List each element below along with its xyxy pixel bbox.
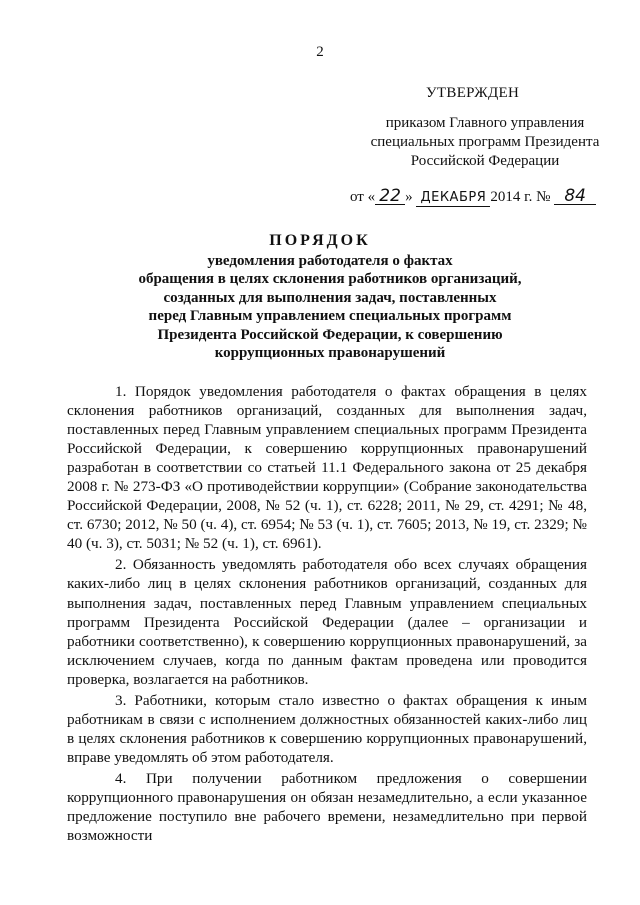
page-number: 2 <box>316 44 324 60</box>
document-subtitle <box>120 252 540 362</box>
document-body <box>67 382 587 847</box>
year-text: 2014 г. № <box>490 189 551 205</box>
subtitle-line: уведомления работодателя о фактах <box>207 253 453 269</box>
approved-heading: УТВЕРЖДЕН <box>426 85 520 101</box>
approval-order-line: Российской Федерации <box>410 153 560 169</box>
handwritten-day: 22 <box>375 188 405 205</box>
approval-order-line: приказом Главного управления <box>385 115 585 131</box>
subtitle-line: перед Главным управлением специальных программ <box>148 308 512 325</box>
document-title: ПОРЯДОК <box>269 232 371 249</box>
handwritten-order-number: 84 <box>554 188 596 205</box>
subtitle-line: обращения в целях склонения работников организаций, <box>138 271 522 288</box>
subtitle-line: созданных для выполнения задач, поставленных <box>163 289 497 306</box>
paragraph-3: 3. Работники, которым стало известно о фактах обращения к иным работникам в связи с исполнением должностных обязанностей каких-либо лиц в целях склонения работников к совершению коррупционных правонарушений, вправе уведомлять об этом работодателя. <box>67 691 587 766</box>
paragraph-2: 2. Обязанность уведомлять работодателя обо всех случаях обращения каких-либо лиц в целях склонения работников организаций, созданных для выполнения задач, поставленных перед Главным управлением специальных программ Президента Российской Федерации (далее – организации и работники соответственно), к совершению коррупционных правонарушений, за исключением случаев, когда по данным фактам проведена или проводится проверка, возлагается на работников. <box>67 556 587 688</box>
subtitle-line: Президента Российской Федерации, к совершению <box>157 326 503 343</box>
approval-block <box>350 84 615 207</box>
date-prefix: от « <box>350 189 376 205</box>
approval-date-line <box>350 188 610 207</box>
paragraph-1: 1. Порядок уведомления работодателя о фактах обращения в целях склонения работников организаций, созданных для выполнения задач, поставленных перед Главным управлением специальных программ Президента Российской Федерации, к совершению коррупционных правонарушений разработан в соответствии со статьей 11.1 Федерального закона от 25 декабря 2008 г. № 273-ФЗ «О противодействии коррупции» (Собрание законодательства Российской Федерации, 2008, № 52 (ч. 1), ст. 6228; 2011, № 29, ст. 4291; № 48, ст. 6730; 2012, № 50 (ч. 4), ст. 6954; № 53 (ч. 1), ст. 7605; 2013, № 19, ст. 2329; № 40 (ч. 3), ст. 5031; № 52 (ч. 1), ст. 6961). <box>67 383 587 553</box>
approval-order-line: специальных программ Президента <box>370 134 600 150</box>
date-mid: » <box>405 189 413 205</box>
subtitle-line: коррупционных правонарушений <box>214 345 446 362</box>
paragraph-4: 4. При получении работником предложения о совершении коррупционного правонарушения он обязан незамедлительно, а если указанное предложение поступило вне рабочего времени, незамедлительно при первой возможности <box>67 769 587 845</box>
handwritten-month: ДЕКАБРЯ <box>416 190 490 207</box>
